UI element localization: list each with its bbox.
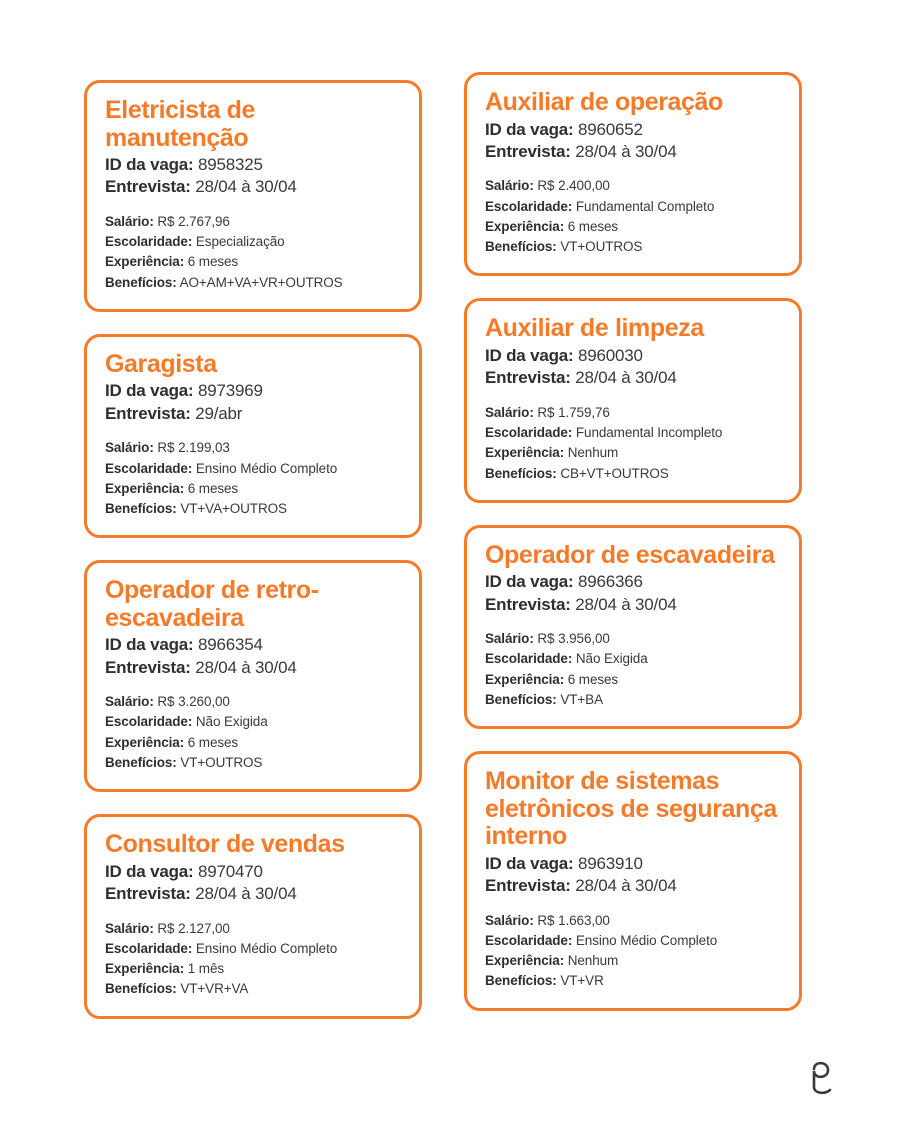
job-card	[464, 72, 802, 276]
job-experience-line	[485, 443, 781, 463]
job-benefits-value: VT+OUTROS	[180, 754, 263, 770]
job-education-value: Ensino Médio Completo	[195, 940, 338, 956]
job-experience-value: 6 meses	[567, 671, 619, 687]
job-id-label: ID da vaga:	[105, 861, 194, 881]
job-education-line	[485, 931, 781, 951]
job-benefits-value: VT+VR+VA	[180, 981, 249, 997]
job-id-value: 8963910	[578, 853, 643, 873]
left-column	[84, 72, 422, 1041]
job-id-line	[485, 571, 781, 593]
job-interview-label: Entrevista:	[485, 876, 571, 896]
job-details	[485, 403, 781, 484]
right-column	[464, 72, 802, 1033]
job-salary-value: R$ 3.260,00	[157, 694, 230, 710]
job-education-line	[485, 197, 781, 217]
job-benefits-value: CB+VT+OUTROS	[560, 465, 669, 481]
job-id-label: ID da vaga:	[105, 381, 194, 401]
job-education-label: Escolaridade:	[485, 425, 573, 440]
job-details	[105, 212, 401, 293]
cards-columns	[84, 72, 816, 1041]
job-salary-value: R$ 2.767,96	[157, 213, 230, 229]
job-education-line	[105, 712, 401, 732]
job-benefits-line	[105, 979, 401, 999]
job-salary-line	[485, 629, 781, 649]
job-education-label: Escolaridade:	[485, 932, 573, 948]
job-experience-value: 6 meses	[187, 254, 239, 270]
job-education-value: Não Exigida	[195, 714, 268, 730]
job-experience-line	[105, 479, 401, 499]
job-title: Consultor de vendas	[105, 830, 345, 859]
job-interview-value: 28/04 à 30/04	[195, 657, 297, 677]
job-education-value: Fundamental Completo	[575, 198, 715, 214]
job-education-value: Não Exigida	[575, 651, 648, 667]
job-id-line	[105, 154, 401, 176]
job-interview-line	[105, 883, 401, 905]
job-interview-value: 29/abr	[195, 403, 243, 423]
job-benefits-label: Benefícios:	[485, 973, 557, 989]
job-salary-label: Salário:	[105, 440, 154, 456]
job-benefits-line	[485, 690, 781, 710]
job-id-label: ID da vaga:	[485, 572, 574, 592]
job-salary-label: Salário:	[105, 920, 154, 936]
job-interview-value: 28/04 à 30/04	[575, 876, 677, 896]
job-education-line	[485, 649, 781, 669]
job-education-line	[105, 459, 401, 479]
job-interview-line	[105, 176, 401, 198]
job-card	[84, 80, 422, 312]
job-salary-label: Salário:	[485, 404, 534, 420]
job-id-line	[105, 634, 401, 656]
job-salary-label: Salário:	[485, 631, 534, 647]
job-experience-line	[485, 670, 781, 690]
job-salary-value: R$ 3.956,00	[537, 631, 610, 647]
job-experience-value: 1 mês	[187, 961, 225, 976]
job-experience-line	[105, 733, 401, 753]
job-interview-label: Entrevista:	[485, 141, 571, 161]
job-benefits-line	[105, 753, 401, 773]
job-experience-line	[105, 959, 401, 979]
job-benefits-label: Benefícios:	[485, 239, 557, 255]
job-interview-value: 28/04 à 30/04	[575, 594, 677, 614]
job-title: Auxiliar de operação	[485, 88, 723, 116]
job-id-label: ID da vaga:	[105, 635, 194, 655]
job-interview-line	[105, 657, 401, 679]
job-salary-value: R$ 1.663,00	[537, 912, 610, 928]
job-id-line	[485, 853, 781, 875]
job-title: Operador de retro-escavadeira	[105, 576, 319, 632]
job-benefits-label: Benefícios:	[485, 465, 557, 481]
job-benefits-label: Benefícios:	[105, 981, 177, 997]
job-id-value: 8966366	[578, 572, 643, 592]
job-salary-line	[485, 911, 781, 931]
job-details	[105, 692, 401, 773]
job-interview-line	[105, 403, 401, 425]
job-card	[84, 334, 422, 538]
job-experience-label: Experiência:	[485, 218, 565, 234]
job-benefits-label: Benefícios:	[485, 691, 557, 707]
job-education-label: Escolaridade:	[105, 234, 193, 250]
job-experience-value: 6 meses	[567, 218, 619, 234]
job-card	[84, 560, 422, 792]
job-title: Monitor de sistemas eletrônicos de segurança interno	[485, 767, 777, 851]
job-interview-label: Entrevista:	[105, 177, 191, 197]
job-salary-line	[485, 403, 781, 423]
job-benefits-value: VT+OUTROS	[560, 239, 643, 255]
job-experience-line	[485, 951, 781, 971]
job-id-value: 8970470	[198, 861, 263, 881]
job-education-value: Especialização	[195, 234, 285, 250]
job-salary-line	[105, 438, 401, 458]
job-interview-value: 28/04 à 30/04	[195, 177, 297, 197]
job-details	[485, 176, 781, 257]
job-benefits-label: Benefícios:	[105, 274, 177, 290]
job-id-value: 8958325	[198, 155, 263, 174]
job-education-line	[105, 939, 401, 959]
job-id-label: ID da vaga:	[485, 119, 574, 139]
loop-logo-icon	[806, 1057, 846, 1097]
job-experience-line	[105, 252, 401, 272]
job-id-value: 8960652	[578, 119, 643, 139]
job-details	[105, 438, 401, 519]
job-salary-value: R$ 2.199,03	[157, 440, 230, 456]
job-salary-label: Salário:	[485, 912, 534, 928]
job-education-line	[105, 232, 401, 252]
job-experience-label: Experiência:	[105, 734, 185, 750]
job-id-line	[485, 345, 781, 367]
job-benefits-value: VT+VA+OUTROS	[180, 501, 287, 516]
job-experience-value: 6 meses	[187, 480, 239, 496]
job-details	[485, 629, 781, 710]
job-interview-label: Entrevista:	[105, 657, 191, 677]
job-experience-value: Nenhum	[567, 953, 619, 968]
job-salary-line	[105, 212, 401, 232]
job-experience-value: 6 meses	[187, 734, 239, 750]
job-id-label: ID da vaga:	[485, 345, 574, 365]
job-interview-value: 28/04 à 30/04	[195, 884, 297, 904]
job-id-value: 8973969	[198, 381, 263, 401]
job-experience-label: Experiência:	[485, 953, 565, 968]
job-title: Operador de escavadeira	[485, 540, 775, 569]
job-salary-line	[105, 692, 401, 712]
job-interview-line	[485, 367, 781, 389]
job-experience-label: Experiência:	[105, 480, 185, 496]
job-salary-label: Salário:	[105, 694, 154, 710]
job-card	[464, 525, 802, 729]
job-card	[464, 751, 802, 1010]
job-id-line	[485, 119, 781, 141]
job-id-label: ID da vaga:	[485, 853, 574, 873]
job-experience-line	[485, 217, 781, 237]
job-education-value: Ensino Médio Completo	[575, 932, 718, 948]
job-interview-line	[485, 141, 781, 163]
job-benefits-value: VT+VR	[560, 973, 604, 989]
job-salary-value: R$ 1.759,76	[537, 404, 610, 420]
job-id-value: 8966354	[198, 635, 263, 655]
job-details	[485, 911, 781, 992]
job-benefits-value: AO+AM+VA+VR+OUTROS	[179, 274, 343, 290]
job-benefits-line	[105, 499, 401, 519]
job-salary-label: Salário:	[485, 178, 534, 194]
job-benefits-line	[485, 237, 781, 257]
job-education-label: Escolaridade:	[105, 940, 193, 956]
job-title: Eletricista de manutenção	[105, 96, 256, 152]
job-interview-line	[485, 594, 781, 616]
job-benefits-label: Benefícios:	[105, 501, 177, 516]
job-education-label: Escolaridade:	[105, 714, 193, 730]
job-interview-label: Entrevista:	[485, 594, 571, 614]
job-title: Garagista	[105, 349, 217, 378]
job-education-line	[485, 423, 781, 443]
job-experience-label: Experiência:	[105, 254, 185, 270]
job-card	[464, 298, 802, 502]
job-interview-label: Entrevista:	[105, 884, 191, 904]
job-salary-line	[105, 919, 401, 939]
job-salary-value: R$ 2.127,00	[157, 920, 230, 936]
job-education-value: Fundamental Incompleto	[575, 425, 723, 440]
job-benefits-line	[105, 273, 401, 293]
job-interview-value: 28/04 à 30/04	[575, 368, 677, 388]
job-education-label: Escolaridade:	[485, 651, 573, 667]
job-benefits-line	[485, 971, 781, 991]
job-education-label: Escolaridade:	[485, 198, 573, 214]
job-details	[105, 919, 401, 1000]
job-experience-label: Experiência:	[105, 961, 185, 976]
job-title: Auxiliar de limpeza	[485, 314, 704, 343]
job-benefits-label: Benefícios:	[105, 754, 177, 770]
job-id-label: ID da vaga:	[105, 155, 194, 174]
job-experience-label: Experiência:	[485, 445, 565, 461]
job-benefits-line	[485, 464, 781, 484]
job-id-line	[105, 380, 401, 402]
job-education-label: Escolaridade:	[105, 460, 193, 476]
job-salary-line	[485, 176, 781, 196]
job-experience-value: Nenhum	[567, 445, 619, 461]
job-interview-line	[485, 875, 781, 897]
job-card	[84, 814, 422, 1018]
job-id-value: 8960030	[578, 345, 643, 365]
job-id-line	[105, 861, 401, 883]
job-benefits-value: VT+BA	[560, 691, 603, 707]
job-salary-label: Salário:	[105, 213, 154, 229]
job-interview-value: 28/04 à 30/04	[575, 141, 677, 161]
job-experience-label: Experiência:	[485, 671, 565, 687]
job-interview-label: Entrevista:	[105, 403, 191, 423]
job-interview-label: Entrevista:	[485, 368, 571, 388]
job-salary-value: R$ 2.400,00	[537, 178, 610, 194]
job-education-value: Ensino Médio Completo	[195, 460, 338, 476]
